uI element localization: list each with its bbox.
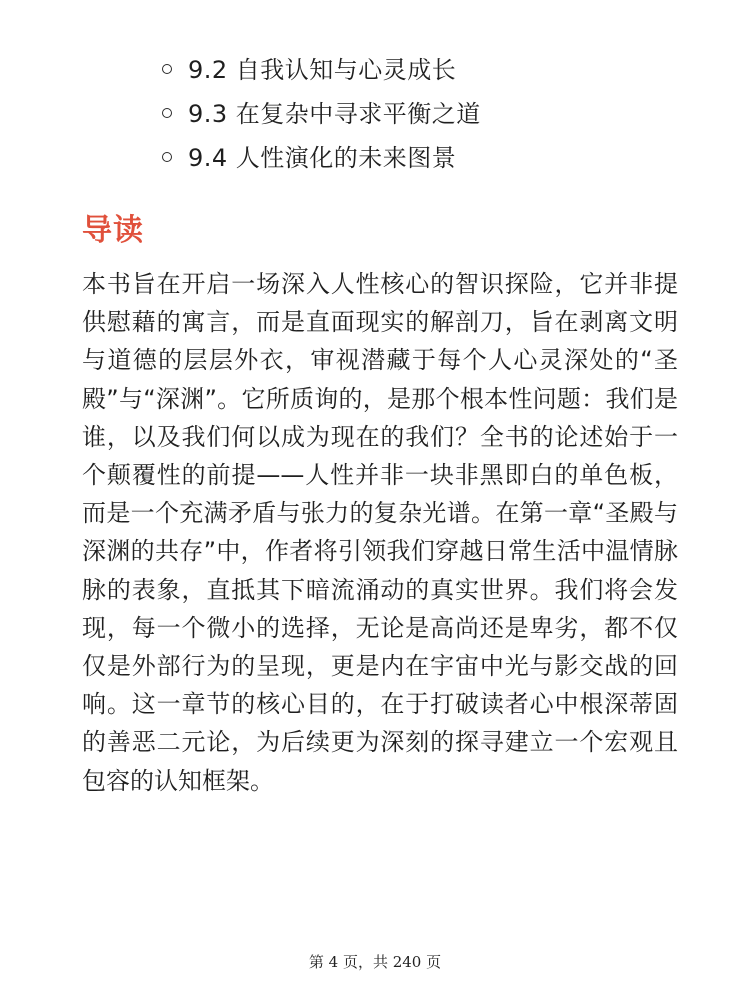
toc-item: [162, 136, 722, 180]
table-of-contents: [162, 48, 722, 180]
page-number: 第 4 页，共 240 页: [308, 953, 442, 971]
toc-item-label: 9.2 自我认知与心灵成长: [188, 56, 457, 84]
toc-item: [162, 92, 722, 136]
toc-item-label: 9.3 在复杂中寻求平衡之道: [188, 100, 481, 128]
circle-bullet-icon: [162, 64, 172, 74]
section-heading: 导读: [82, 213, 144, 248]
toc-item-label: 9.4 人性演化的未来图景: [188, 144, 457, 172]
toc-item: [162, 48, 722, 92]
circle-bullet-icon: [162, 108, 172, 118]
body-paragraph: 本书旨在开启一场深入人性核心的智识探险，它并非提供慰藉的寓言，而是直面现实的解剖刀，旨在剥离文明与道德的层层外衣，审视潜藏于每个人心灵深处的“圣殿”与“深渊”。它所质询的，是那个根本性问题：我们是谁，以及我们何以成为现在的我们？全书的论述始于一个颠覆性的前提——人性并非一块非黑即白的单色板，而是一个充满矛盾与张力的复杂光谱。在第一章“圣殿与深渊的共存”中，作者将引领我们穿越日常生活中温情脉脉的表象，直抵其下暗流涌动的真实世界。我们将会发现，每一个微小的选择，无论是高尚还是卑劣，都不仅仅是外部行为的呈现，更是内在宇宙中光与影交战的回响。这一章节的核心目的，在于打破读者心中根深蒂固的善恶二元论，为后续更为深刻的探寻建立一个宏观且包容的认知框架。: [82, 270, 678, 795]
circle-bullet-icon: [162, 152, 172, 162]
